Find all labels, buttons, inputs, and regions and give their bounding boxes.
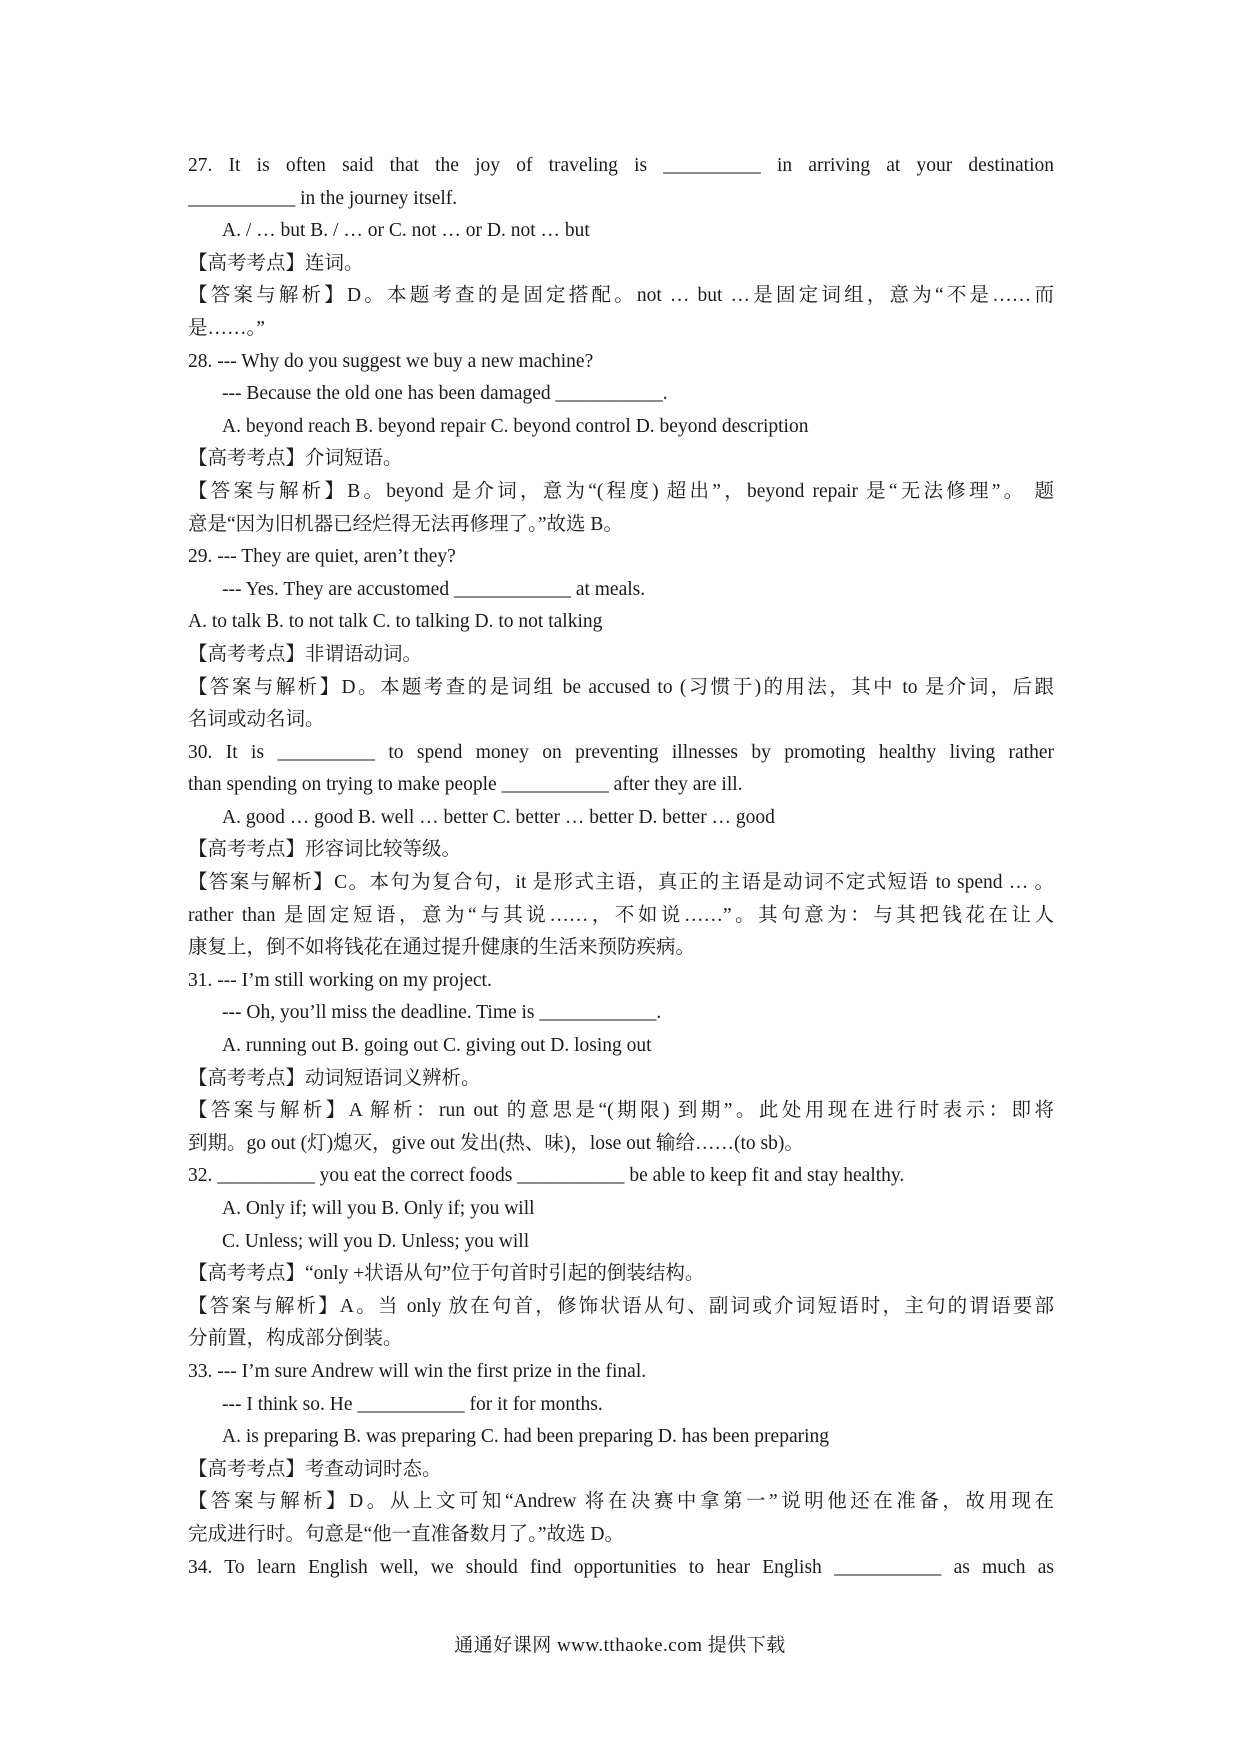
text-line-q30: 30. It is __________ to spend money on preventing illnesses by promoting healthy living rather [188, 741, 1054, 763]
text-line-q32: 32. __________ you eat the correct foods ___________ be able to keep fit and stay healthy. [188, 1165, 905, 1187]
text-line-q31a2: 到期。go out (灯)熄灭，give out 发出(热、味)，lose out 输给……(to sb)。 [188, 1132, 804, 1154]
text-line-q33o: A. is preparing B. was preparing C. had been preparing D. has been preparing [222, 1426, 830, 1448]
text-line-q34: 34. To learn English well, we should find opportunities to hear English ___________ as much as [188, 1556, 1054, 1578]
text-line-q32o: A. Only if; will you B. Only if; you will [222, 1198, 535, 1219]
page-footer: 通通好课网 www.tthaoke.com 提供下载 [454, 1635, 786, 1656]
text-line-q31o: A. running out B. going out C. giving out D. losing out [222, 1035, 652, 1057]
text-line-q30b: than spending on trying to make people ___________ after they are ill. [188, 774, 743, 796]
text-line-q32a: 【答案与解析】A。当 only 放在句首，修饰状语从句、副词或介词短语时，主句的谓语要部 [188, 1295, 1054, 1317]
text-line-q27a: 【答案与解析】D。本题考查的是固定搭配。not … but …是固定词组，意为“不是……而 [188, 285, 1054, 307]
text-line-q27k: 【高考考点】连词。 [188, 252, 364, 274]
text-line-q28: 28. --- Why do you suggest we buy a new machine? [188, 350, 594, 372]
text-line-q28a: 【答案与解析】B。beyond 是介词，意为“(程度) 超出”，beyond repair 是“无法修理”。 题 [188, 480, 1054, 502]
text-line-q29b: --- Yes. They are accustomed ____________ at meals. [222, 578, 646, 600]
text-line-q29a: 【答案与解析】D。本题考查的是词组 be accused to (习惯于)的用法，其中 to 是介词，后跟 [188, 676, 1054, 698]
text-line-q27o: A. / … but B. / … or C. not … or D. not … but [222, 220, 590, 242]
text-line-q31: 31. --- I’m still working on my project. [188, 969, 492, 991]
text-line-q30o: A. good … good B. well … better C. better … better D. better … good [222, 806, 775, 828]
text-line-q29: 29. --- They are quiet, aren’t they? [188, 546, 456, 568]
text-line-q30a2: rather than 是固定短语，意为“与其说……，不如说……”。其句意为：与其把钱花在让人 [188, 904, 1054, 926]
text-line-q33a: 【答案与解析】D。从上文可知“Andrew 将在决赛中拿第一”说明他还在准备，故用现在 [188, 1491, 1054, 1513]
text-line-q28a2: 意是“因为旧机器已经烂得无法再修理了。”故选 B。 [188, 513, 623, 535]
text-line-q27b: ___________ in the journey itself. [188, 187, 458, 209]
text-line-q31k: 【高考考点】动词短语词义辨析。 [188, 1067, 481, 1089]
text-line-q29a2: 名词或动名词。 [188, 709, 325, 731]
text-line-q32a2: 分前置，构成部分倒装。 [188, 1328, 403, 1350]
text-line-q31b: --- Oh, you’ll miss the deadline. Time is ____________. [222, 1002, 662, 1024]
text-line-q28b: --- Because the old one has been damaged ___________. [222, 383, 668, 405]
text-line-q33b: --- I think so. He ___________ for it for months. [222, 1393, 603, 1415]
text-line-q33a2: 完成进行时。句意是“他一直准备数月了。”故选 D。 [188, 1523, 625, 1545]
text-line-q28k: 【高考考点】介词短语。 [188, 448, 403, 470]
text-line-q30a3: 康复上，倒不如将钱花在通过提升健康的生活来预防疾病。 [188, 937, 696, 959]
text-line-q27: 27. It is often said that the joy of traveling is __________ in arriving at your destination [188, 155, 1054, 176]
text-line-q31a: 【答案与解析】A 解析：run out 的意思是“(期限) 到期”。此处用现在进行时表示：即将 [188, 1100, 1054, 1122]
text-line-q27a2: 是……。” [188, 317, 265, 339]
text-line-q30k: 【高考考点】形容词比较等级。 [188, 839, 462, 861]
text-line-q29k: 【高考考点】非谓语动词。 [188, 643, 423, 665]
text-line-q30a: 【答案与解析】C。本句为复合句，it 是形式主语，真正的主语是动词不定式短语 to spend … 。 [188, 872, 1054, 894]
text-line-q32o2: C. Unless; will you D. Unless; you will [222, 1230, 530, 1252]
text-line-q29o: A. to talk B. to not talk C. to talking D. to not talking [188, 611, 603, 633]
text-line-q28o: A. beyond reach B. beyond repair C. beyond control D. beyond description [222, 415, 809, 437]
question-content [188, 150, 1054, 1584]
text-line-q32k: 【高考考点】“only +状语从句”位于句首时引起的倒装结构。 [188, 1263, 705, 1285]
text-line-q33: 33. --- I’m sure Andrew will win the first prize in the final. [188, 1360, 647, 1382]
text-line-q33k: 【高考考点】考查动词时态。 [188, 1458, 442, 1480]
